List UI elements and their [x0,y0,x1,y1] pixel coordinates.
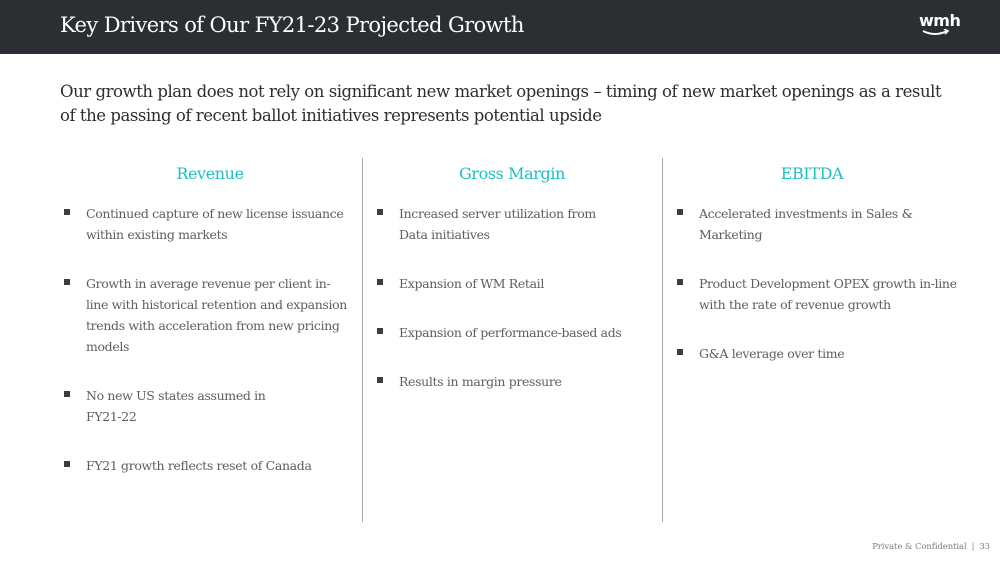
ebitda-bullet-list [673,203,959,392]
revenue-column [60,158,360,522]
list-item: No new US states assumed in FY21-22 [60,385,351,427]
gross-margin-heading: Gross Margin [458,164,565,183]
list-item: Accelerated investments in Sales & Marketing [673,203,959,245]
bullet-square-icon [677,279,683,285]
logo-smile-icon [921,29,951,37]
bullet-square-icon [377,377,383,383]
confidential-label: Private & Confidential [872,542,967,552]
list-item: Continued capture of new license issuance within existing markets [60,203,351,245]
slide-title: Key Drivers of Our FY21-23 Projected Growth [60,13,524,37]
bullet-square-icon [377,209,383,215]
bullet-square-icon [64,391,70,397]
bullet-square-icon [64,209,70,215]
slide-subtitle: Our growth plan does not rely on significant new market openings – timing of new market openings as a result of the passing of recent ballot initiatives represents potential upside [60,82,942,125]
wmh-logo [919,12,967,40]
bullet-square-icon [677,349,683,355]
header-bar [0,0,1000,54]
bullet-square-icon [64,461,70,467]
bullet-square-icon [64,279,70,285]
bullet-square-icon [377,279,383,285]
ebitda-column [662,158,961,522]
list-item: Expansion of performance-based ads [373,322,624,343]
logo-text: wmh [919,11,961,30]
gross-margin-bullet-list [373,203,624,420]
revenue-bullet-list [60,203,351,476]
page-number: 33 [979,542,990,552]
bullet-square-icon [677,209,683,215]
footer-separator: | [971,542,975,552]
ebitda-heading: EBITDA [780,164,844,183]
gross-margin-column [362,158,661,522]
list-item: Growth in average revenue per client in-line with historical retention and expansion trends with acceleration from new pricing models [60,273,351,357]
list-item: G&A leverage over time [673,343,959,364]
revenue-heading: Revenue [176,164,244,183]
bullet-square-icon [377,328,383,334]
slide-footer [872,542,990,552]
list-item: Increased server utilization from Data initiatives [373,203,624,245]
list-item: Product Development OPEX growth in-line with the rate of revenue growth [673,273,959,315]
list-item: FY21 growth reflects reset of Canada [60,455,351,476]
list-item: Results in margin pressure [373,371,624,392]
list-item: Expansion of WM Retail [373,273,624,294]
